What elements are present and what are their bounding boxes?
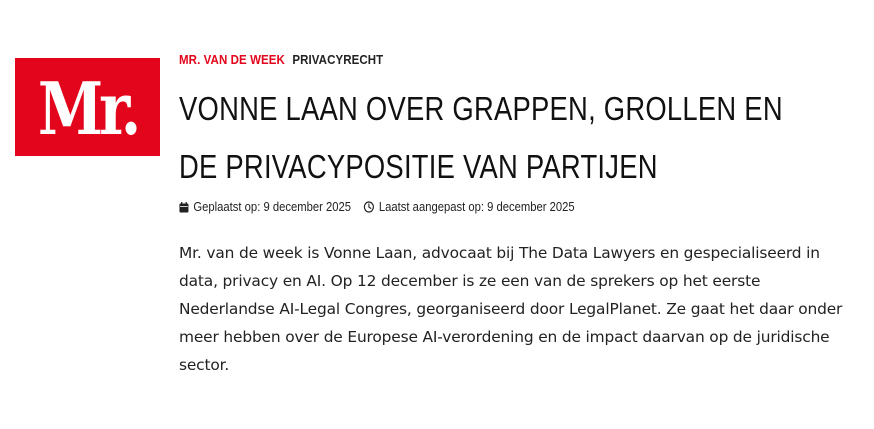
modified-date xyxy=(364,200,575,214)
article-meta xyxy=(179,200,575,214)
category-link-mr-van-de-week[interactable]: MR. VAN DE WEEK xyxy=(179,53,285,67)
category-row xyxy=(179,50,805,70)
category-link-privacyrecht[interactable]: PRIVACYRECHT xyxy=(292,53,384,67)
calendar-icon xyxy=(179,202,189,213)
article-header xyxy=(179,50,859,374)
clock-icon xyxy=(364,201,375,213)
article-title: VONNE LAAN OVER GRAPPEN, GROLLEN EN DE PRIVACYPOSITIE VAN PARTIJEN xyxy=(179,90,783,185)
site-logo[interactable] xyxy=(15,58,160,156)
published-date xyxy=(179,200,351,214)
logo-text: Mr. xyxy=(37,66,138,151)
article-lead: Mr. van de week is Vonne Laan, advocaat bij The Data Lawyers en gespecialiseerd in data, privacy en AI. Op 12 december is ze een van de sprekers op het eerste Nederlandse AI-Legal Congres, georganiseerd door LegalPlanet. Ze gaat het daar onder meer hebben over de Europese AI-verordening en de impact daarvan op de juridische sector. xyxy=(179,244,843,374)
published-date-text: Geplaatst op: 9 december 2025 xyxy=(193,200,352,214)
modified-date-text: Laatst aangepast op: 9 december 2025 xyxy=(378,200,575,214)
